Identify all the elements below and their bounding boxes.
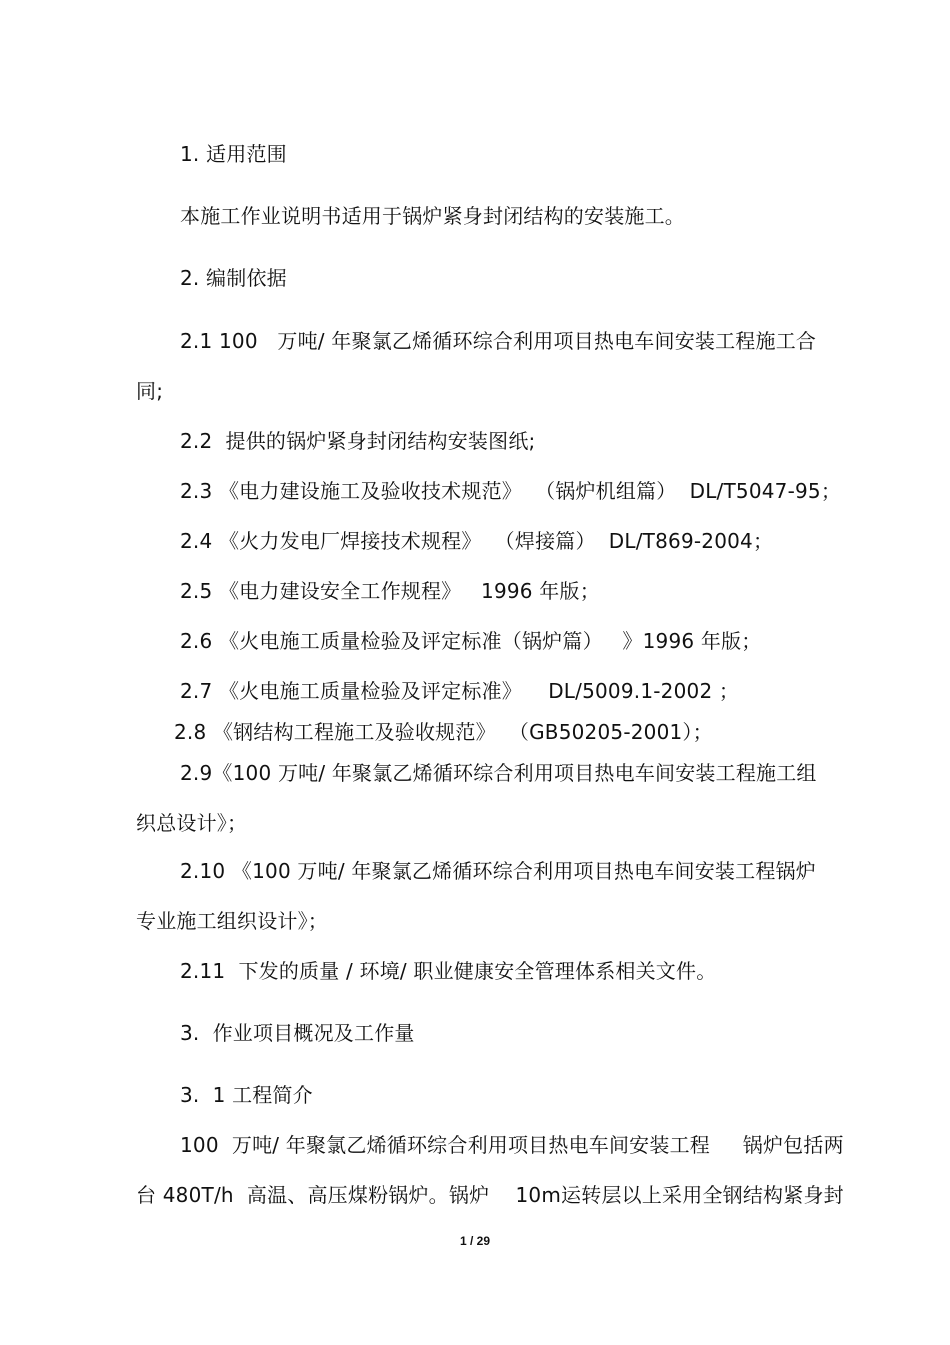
section-2-heading: 2. 编制依据 xyxy=(180,266,287,290)
section-3-heading: 3. 作业项目概况及工作量 xyxy=(180,1021,415,1045)
item-2-1: 2.1 100 万吨/ 年聚氯乙烯循环综合利用项目热电车间安装工程施工合 xyxy=(180,329,817,353)
section-1-heading: 1. 适用范围 xyxy=(180,142,287,166)
item-2-10-cont: 专业施工组织设计》； xyxy=(136,909,328,933)
item-2-6: 2.6 《火电施工质量检验及评定标准（锅炉篇） 》1996 年版； xyxy=(180,629,762,653)
item-2-9-cont: 织总设计》； xyxy=(136,811,248,835)
section-3-1-text: 100 万吨/ 年聚氯乙烯循环综合利用项目热电车间安装工程 锅炉包括两 xyxy=(180,1133,844,1157)
item-2-5: 2.5 《电力建设安全工作规程》 1996 年版； xyxy=(180,579,600,603)
item-2-9: 2.9《100 万吨/ 年聚氯乙烯循环综合利用项目热电车间安装工程施工组 xyxy=(180,761,817,785)
item-2-10: 2.10 《100 万吨/ 年聚氯乙烯循环综合利用项目热电车间安装工程锅炉 xyxy=(180,859,816,883)
section-3-1-text-cont: 台 480T/h 高温、高压煤粉锅炉。锅炉 10m运转层以上采用全钢结构紧身封 xyxy=(136,1183,844,1207)
item-2-1-cont: 同; xyxy=(136,379,164,403)
section-1-text: 本施工作业说明书适用于锅炉紧身封闭结构的安装施工。 xyxy=(180,204,685,228)
item-2-8: 2.8 《钢结构工程施工及验收规范》 （GB50205-2001）； xyxy=(174,720,713,744)
item-2-3: 2.3 《电力建设施工及验收技术规范》 （锅炉机组篇） DL/T5047-95； xyxy=(180,479,842,503)
item-2-11: 2.11 下发的质量 / 环境/ 职业健康安全管理体系相关文件。 xyxy=(180,959,717,983)
item-2-7: 2.7 《火电施工质量检验及评定标准》 DL/5009.1-2002 ； xyxy=(180,679,740,703)
page-indicator: 1 / 29 xyxy=(459,1234,491,1248)
item-2-2: 2.2 提供的锅炉紧身封闭结构安装图纸; xyxy=(180,429,536,453)
item-2-4: 2.4 《火力发电厂焊接技术规程》 （焊接篇） DL/T869-2004； xyxy=(180,529,774,553)
section-3-1-heading: 3. 1 工程简介 xyxy=(180,1083,313,1107)
